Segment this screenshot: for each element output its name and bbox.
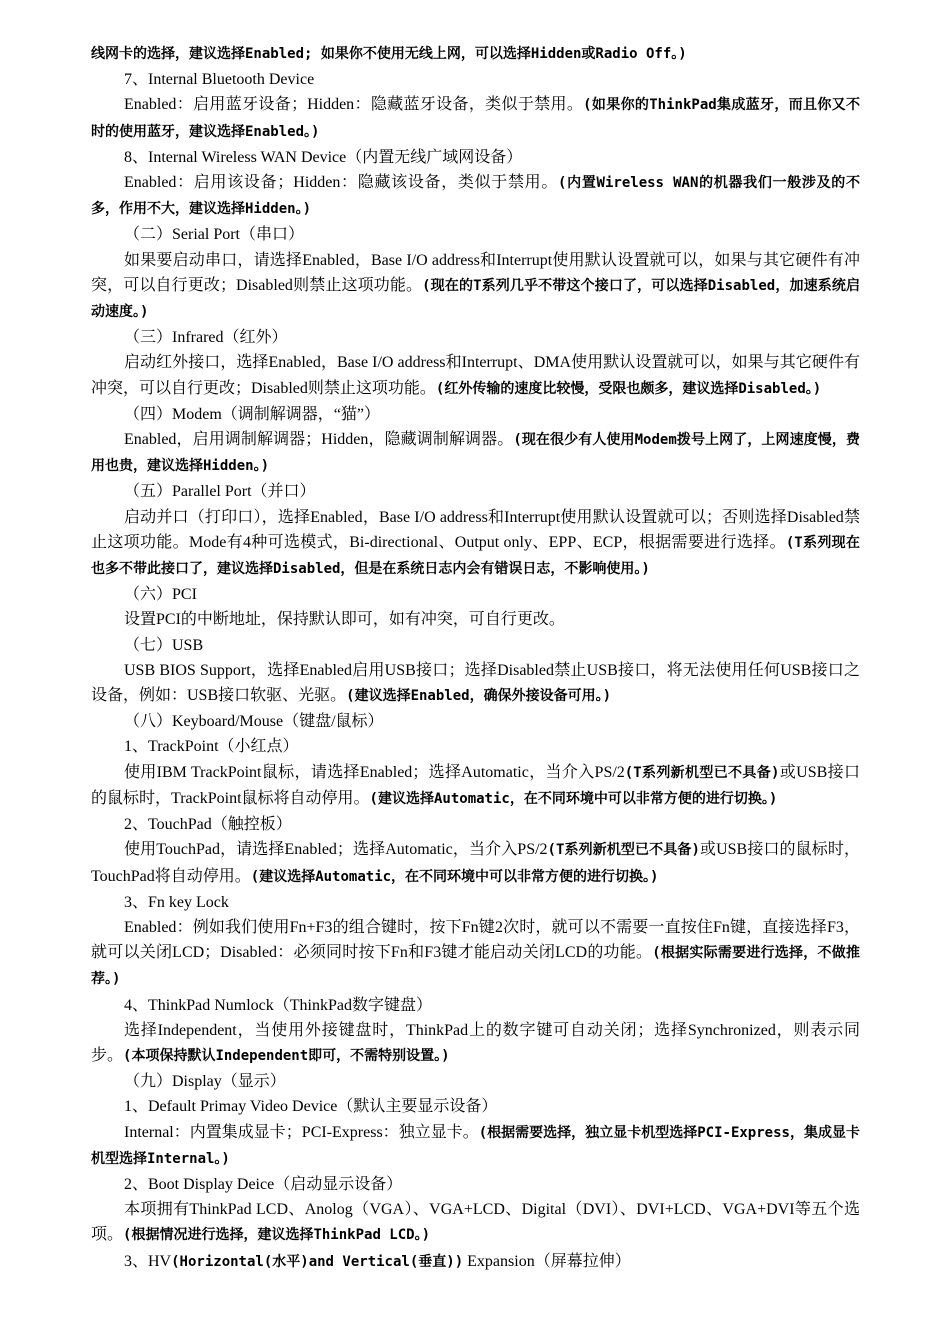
heading-wireless-wan (91, 145, 860, 170)
heading-keyboard-mouse (91, 709, 860, 734)
heading-modem (91, 402, 860, 427)
paragraph-modem (91, 427, 860, 479)
recommendation-note: (建议选择Automatic，在不同环境中可以非常方便的进行切换。) (250, 868, 659, 885)
paragraph-touchpad (91, 837, 860, 889)
heading-usb (91, 633, 860, 658)
inline-note: (T系列新机型已不具备) (547, 842, 700, 859)
body-text: 或USB接口的鼠标时，TrackPoint鼠标将自动停用。 (91, 763, 860, 807)
heading-text: 2、Boot Display Deice（启动显示设备） (124, 1175, 403, 1193)
recommendation-note: 线网卡的选择，建议选择Enabled; 如果你不使用无线上网，可以选择Hidden或Radio Off。) (91, 46, 687, 62)
heading-text: 3、HV (124, 1252, 172, 1270)
heading-fn-key-lock (91, 890, 860, 915)
heading-text: 7、Internal Bluetooth Device (124, 71, 315, 89)
heading-numlock (91, 993, 860, 1018)
body-text: 设置PCI的中断地址，保持默认即可，如有冲突，可自行更改。 (124, 611, 565, 629)
recommendation-note: (本项保持默认Independent即可，不需特别设置。) (123, 1047, 450, 1064)
heading-text: 4、ThinkPad Numlock（ThinkPad数字键盘） (124, 996, 432, 1014)
paragraph-fn-key-lock (91, 915, 860, 993)
recommendation-note: (根据情况进行选择，建议选择ThinkPad LCD。) (123, 1227, 431, 1244)
paragraph-serial-port (91, 248, 860, 326)
heading-hv-expansion (91, 1249, 860, 1275)
body-text: 如果要启动串口，请选择Enabled，Base I/O address和Interrupt使用默认设置就可以，如果与其它硬件有冲突，可以自行更改；Disabled则禁止这项功能。 (91, 251, 860, 294)
heading-text: 3、Fn key Lock (124, 893, 229, 911)
body-text: 本项拥有ThinkPad LCD、Anolog（VGA）、VGA+LCD、Digital（DVI）、DVI+LCD、VGA+DVI等五个选项。 (91, 1201, 860, 1244)
body-text: 选择Independent，当使用外接键盘时，ThinkPad上的数字键可自动关闭；选择Synchronized，则表示同步。 (91, 1021, 860, 1064)
heading-text: （八）Keyboard/Mouse（键盘/鼠标） (124, 713, 384, 731)
recommendation-note: (红外传输的速度比较慢，受限也颇多，建议选择Disabled。) (435, 380, 822, 397)
paragraph-wireless-wan (91, 170, 860, 222)
heading-serial-port (91, 222, 860, 247)
heading-bluetooth (91, 67, 860, 92)
heading-boot-display (91, 1172, 860, 1197)
inline-note: (Horizontal(水平)and Vertical(垂直)) (171, 1253, 464, 1270)
paragraph-trackpoint (91, 760, 860, 812)
heading-text: （四）Modem（调制解调器，“猫”） (124, 405, 380, 423)
heading-infrared (91, 325, 860, 350)
heading-text: （九）Display（显示） (124, 1073, 286, 1091)
heading-text: 8、Internal Wireless WAN Device（内置无线广域网设备） (124, 148, 523, 166)
body-text: 使用IBM TrackPoint鼠标，请选择Enabled；选择Automatic，当介入PS/2 (124, 763, 625, 781)
heading-parallel-port (91, 479, 860, 504)
recommendation-note: (根据实际需要进行选择，不做推荐。) (91, 945, 860, 988)
body-text: Enabled：启用该设备；Hidden：隐藏该设备，类似于禁用。 (124, 174, 559, 192)
heading-text: （五）Parallel Port（并口） (124, 483, 316, 501)
recommendation-note: (建议选择Enabled，确保外接设备可用。) (346, 688, 611, 705)
body-text: Internal：内置集成显卡；PCI-Express：独立显卡。 (124, 1123, 479, 1141)
recommendation-note: (如果你的ThinkPad集成蓝牙，而且你又不时的使用蓝牙，建议选择Enabled。) (91, 97, 860, 140)
heading-text: 1、TrackPoint（小红点） (124, 738, 299, 756)
recommendation-note: (现在的T系列几乎不带这个接口了，可以选择Disabled，加速系统启动速度。) (91, 277, 860, 321)
paragraph-infrared (91, 350, 860, 401)
paragraph-boot-display (91, 1197, 860, 1248)
paragraph-bluetooth (91, 92, 860, 144)
body-text: Enabled，启用调制解调器；Hidden，隐藏调制解调器。 (124, 431, 514, 449)
heading-default-video (91, 1094, 860, 1119)
recommendation-note: (内置Wireless WAN的机器我们一般涉及的不多，作用不大，建议选择Hidden。) (91, 175, 860, 218)
recommendation-note: (现在很少有人使用Modem拨号上网了，上网速度慢，费用也贵，建议选择Hidden。) (91, 432, 860, 475)
paragraph-continuation (91, 41, 860, 67)
body-text: 启动红外接口，选择Enabled，Base I/O address和Interrupt、DMA使用默认设置就可以，如果与其它硬件有冲突，可以自行更改；Disabled则禁止这项功能。 (91, 354, 860, 397)
heading-display (91, 1069, 860, 1094)
heading-text: Expansion（屏幕拉伸） (463, 1252, 631, 1270)
recommendation-note: (T系列现在也多不带此接口了，建议选择Disabled，但是在系统日志内会有错误日志，不影响使用。) (91, 534, 860, 578)
paragraph-default-video (91, 1120, 860, 1172)
body-text: Enabled：例如我们使用Fn+F3的组合键时，按下Fn键2次时，就可以不需要一直按住Fn键，直接选择F3，就可以关闭LCD；Disabled：必须同时按下Fn和F3键才能启动关闭LCD的功能。 (91, 918, 860, 962)
paragraph-usb (91, 658, 860, 709)
body-text: USB BIOS Support，选择Enabled启用USB接口；选择Disabled禁止USB接口，将无法使用任何USB接口之设备，例如：USB接口软驱、光驱。 (91, 661, 860, 705)
paragraph-pci (91, 607, 860, 632)
paragraph-numlock (91, 1018, 860, 1069)
heading-text: （六）PCI (124, 586, 197, 604)
heading-text: 1、Default Primay Video Device（默认主要显示设备） (124, 1098, 498, 1116)
paragraph-parallel-port (91, 505, 860, 583)
heading-trackpoint (91, 734, 860, 759)
body-text: Enabled：启用蓝牙设备；Hidden：隐藏蓝牙设备，类似于禁用。 (124, 96, 584, 114)
recommendation-note: (根据需要选择，独立显卡机型选择PCI-Express，集成显卡机型选择Internal。) (91, 1124, 860, 1167)
body-text: 启动并口（打印口），选择Enabled，Base I/O address和Interrupt使用默认设置就可以；否则选择Disabled禁止这项功能。Mode有4种可选模式，Bi-directional、Output only、EPP、ECP，根据需要进行选择。 (91, 508, 860, 551)
body-text: 或USB接口的鼠标时，TouchPad将自动停用。 (91, 841, 860, 885)
heading-text: （七）USB (124, 636, 204, 654)
heading-touchpad (91, 812, 860, 837)
heading-pci (91, 582, 860, 607)
heading-text: 2、TouchPad（触控板） (124, 816, 292, 834)
recommendation-note: (建议选择Automatic，在不同环境中可以非常方便的进行切换。) (369, 790, 778, 807)
body-text: 使用TouchPad，请选择Enabled；选择Automatic，当介入PS/2 (124, 841, 548, 859)
inline-note: (T系列新机型已不具备) (624, 764, 780, 781)
heading-text: （二）Serial Port（串口） (124, 226, 304, 244)
heading-text: （三）Infrared（红外） (124, 329, 288, 347)
